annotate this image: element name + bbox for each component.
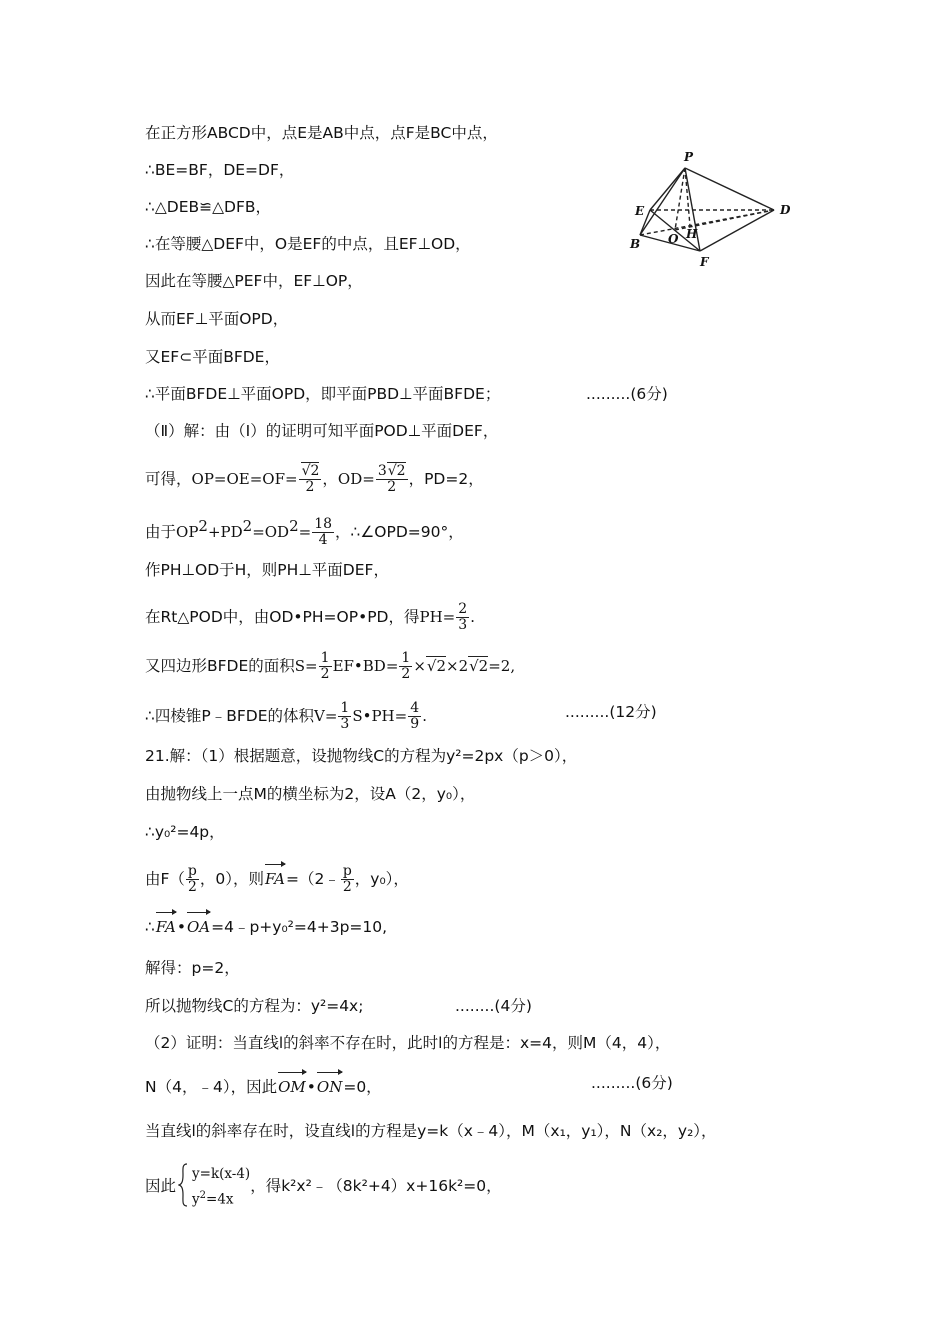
fraction-p-over-2 — [186, 864, 199, 895]
label-H: H — [686, 227, 698, 241]
text-line-15 — [145, 700, 428, 732]
numerator: p — [342, 863, 352, 879]
text-segment: ∴ — [145, 918, 155, 936]
segment-PH — [685, 168, 690, 226]
text-segment: =0， — [343, 1078, 382, 1096]
text-segment: 因此 — [145, 1177, 177, 1195]
text-line-11 — [145, 515, 464, 549]
vector-arrow — [265, 864, 285, 865]
superscript: 2 — [242, 517, 253, 535]
text-line-7: 又EF⊂平面BFDE， — [145, 348, 280, 366]
denominator: 9 — [410, 716, 420, 732]
edge-FD — [700, 210, 774, 251]
text-line-13 — [145, 601, 476, 633]
fraction-sqrt2-over-2 — [299, 464, 322, 495]
numerator: 2 — [458, 601, 468, 617]
text-line-2: ∴BE=BF，DE=DF， — [145, 161, 295, 179]
math-segment: =4x — [206, 1191, 234, 1208]
label-E: E — [635, 204, 645, 218]
fraction-1-over-2 — [319, 651, 332, 682]
text-line-19 — [145, 863, 409, 895]
vector-label: FA — [155, 918, 176, 936]
text-line-3: ∴△DEB≌△DFB， — [145, 198, 272, 216]
vector-arrow — [187, 912, 210, 913]
numerator: 4 — [410, 700, 420, 716]
pyramid-figure — [628, 148, 798, 273]
math-segment: = — [298, 523, 312, 542]
label-O: O — [668, 232, 679, 246]
numerator-root: √2 — [387, 463, 406, 479]
vector-label: ON — [316, 1078, 343, 1096]
vector-ON — [317, 1072, 342, 1098]
denominator: 2 — [342, 879, 352, 895]
text-segment: . — [422, 707, 428, 725]
fraction-p-over-2 — [341, 864, 354, 895]
text-line-9: （Ⅱ）解：由（Ⅰ）的证明可知平面POD⊥平面DEF， — [145, 422, 499, 440]
text-line-18: ∴y₀²=4p， — [145, 823, 225, 841]
text-segment: 可得， — [145, 470, 192, 488]
dot-operator: • — [306, 1078, 316, 1096]
equation-2 — [192, 1185, 250, 1211]
vector-label: OA — [186, 918, 211, 936]
numerator: 1 — [340, 700, 350, 716]
text-segment: N（4，﹣4），因此 — [145, 1078, 278, 1096]
text-line-4: ∴在等腰△DEF中，O是EF的中点，且EF⊥OD， — [145, 235, 471, 253]
text-line-20 — [145, 912, 387, 934]
math-segment: S= — [294, 657, 318, 675]
text-line-10 — [145, 463, 484, 495]
text-segment: ，得k²x²﹣（8k²+4）x+16k²=0， — [250, 1177, 502, 1195]
text-line-14 — [145, 650, 516, 682]
label-B: B — [630, 237, 641, 251]
denominator: 4 — [318, 532, 328, 549]
denominator: 2 — [401, 666, 411, 682]
math-segment: OP=OE=OF= — [191, 470, 298, 488]
text-line-8: ∴平面BFDE⊥平面OPD，即平面PBD⊥平面BFDE； — [145, 385, 501, 403]
math-segment: +PD — [207, 523, 243, 542]
text-line-12: 作PH⊥OD于H，则PH⊥平面DEF， — [145, 561, 389, 579]
vector-FA — [265, 864, 285, 890]
segment-BD — [640, 210, 774, 235]
text-segment: 由于 — [145, 523, 177, 542]
text-line-21: 解得：p=2， — [145, 959, 240, 977]
label-P: P — [684, 150, 694, 164]
score-6b: .........(6分) — [591, 1074, 673, 1092]
math-segment: × — [413, 657, 426, 675]
math-segment: =2, — [488, 657, 516, 675]
math-segment: V= — [314, 707, 338, 725]
equation-system — [178, 1163, 250, 1211]
numerator: 18 — [314, 516, 333, 533]
text-line-16: 21.解：（1）根据题意，设抛物线C的方程为y²=2px（p＞0）， — [145, 747, 578, 765]
text-line-26 — [145, 1158, 502, 1214]
text-line-25: 当直线l的斜率存在时，设直线l的方程是y=k（x﹣4），M（x₁，y₁），N（x₂，y₂）， — [145, 1122, 717, 1140]
denominator: 3 — [458, 617, 468, 633]
denominator: 3 — [340, 716, 350, 732]
text-segment: =4﹣p+y₀²=4+3p=10, — [211, 918, 388, 936]
text-segment: ，PD=2， — [408, 470, 484, 488]
text-segment: ∴四棱锥P﹣BFDE的体积 — [145, 707, 314, 725]
math-segment: y — [192, 1191, 200, 1208]
text-segment: ，y₀）， — [354, 870, 409, 888]
math-segment: ×2 — [446, 657, 469, 675]
math-segment: S•PH= — [352, 707, 408, 725]
dot-operator: • — [176, 918, 186, 936]
numerator: 1 — [320, 650, 330, 666]
math-segment: OD= — [337, 470, 375, 488]
superscript: 2 — [289, 517, 299, 535]
vector-FA — [156, 912, 176, 938]
left-brace-icon — [178, 1163, 188, 1207]
math-segment: =OD — [252, 523, 290, 542]
text-line-23: （2）证明：当直线l的斜率不存在时，此时l的方程是：x=4，则M（4，4）， — [145, 1034, 671, 1052]
edge-PB — [640, 168, 685, 235]
text-segment: ，0），则 — [199, 870, 265, 888]
numerator-coef: 3 — [377, 463, 387, 479]
math-root: √2 — [469, 657, 489, 675]
denominator: 2 — [305, 479, 315, 495]
text-segment: 又四边形BFDE的面积 — [145, 657, 295, 675]
denominator: 2 — [187, 879, 197, 895]
vector-arrow — [278, 1072, 306, 1073]
math-segment: EF•BD= — [332, 657, 399, 675]
fraction-18-over-4 — [312, 517, 334, 548]
text-line-24 — [145, 1072, 382, 1094]
text-segment: 由F（ — [145, 870, 185, 888]
fraction-3sqrt2-over-2 — [376, 464, 408, 495]
vector-arrow — [156, 912, 176, 913]
vector-label: OM — [278, 1078, 306, 1096]
math-segment: OP — [176, 523, 199, 542]
vector-arrow — [317, 1072, 342, 1073]
numerator: p — [187, 863, 197, 879]
denominator: 2 — [387, 479, 397, 495]
math-root: √2 — [426, 657, 446, 675]
denominator: 2 — [320, 666, 330, 682]
text-segment: ，∴∠OPD=90°， — [335, 523, 464, 542]
text-line-5: 因此在等腰△PEF中，EF⊥OP， — [145, 272, 363, 290]
numerator: √2 — [301, 463, 320, 479]
numerator: 1 — [401, 650, 411, 666]
vector-OM — [278, 1072, 306, 1098]
fraction-1-over-2 — [399, 651, 412, 682]
score-4: ........(4分) — [455, 997, 532, 1015]
text-segment: =（2﹣ — [285, 870, 340, 888]
superscript: 2 — [199, 1189, 207, 1201]
vector-OA — [187, 912, 210, 938]
text-segment: 在Rt△POD中，由OD•PH=OP•PD，得 — [145, 608, 420, 626]
score-12: .........(12分) — [565, 703, 657, 721]
math-segment: PH= — [419, 608, 456, 626]
text-line-17: 由抛物线上一点M的横坐标为2，设A（2，y₀）， — [145, 785, 476, 803]
text-segment: ， — [322, 470, 338, 488]
score-6: .........(6分) — [586, 385, 668, 403]
vector-label: FA — [265, 870, 285, 888]
fraction-2-over-3 — [456, 602, 469, 633]
label-F: F — [700, 255, 709, 269]
text-line-1: 在正方形ABCD中，点E是AB中点，点F是BC中点， — [145, 124, 498, 142]
superscript: 2 — [198, 517, 208, 535]
equation-1: y=k(x-4) — [192, 1165, 251, 1182]
text-line-22: 所以抛物线C的方程为：y²=4x; — [145, 997, 364, 1015]
fraction-4-over-9 — [408, 701, 421, 732]
fraction-1-over-3 — [338, 701, 351, 732]
text-line-6: 从而EF⊥平面OPD， — [145, 310, 289, 328]
label-D: D — [780, 203, 791, 217]
text-segment: . — [470, 608, 476, 626]
edge-PD — [685, 168, 774, 210]
